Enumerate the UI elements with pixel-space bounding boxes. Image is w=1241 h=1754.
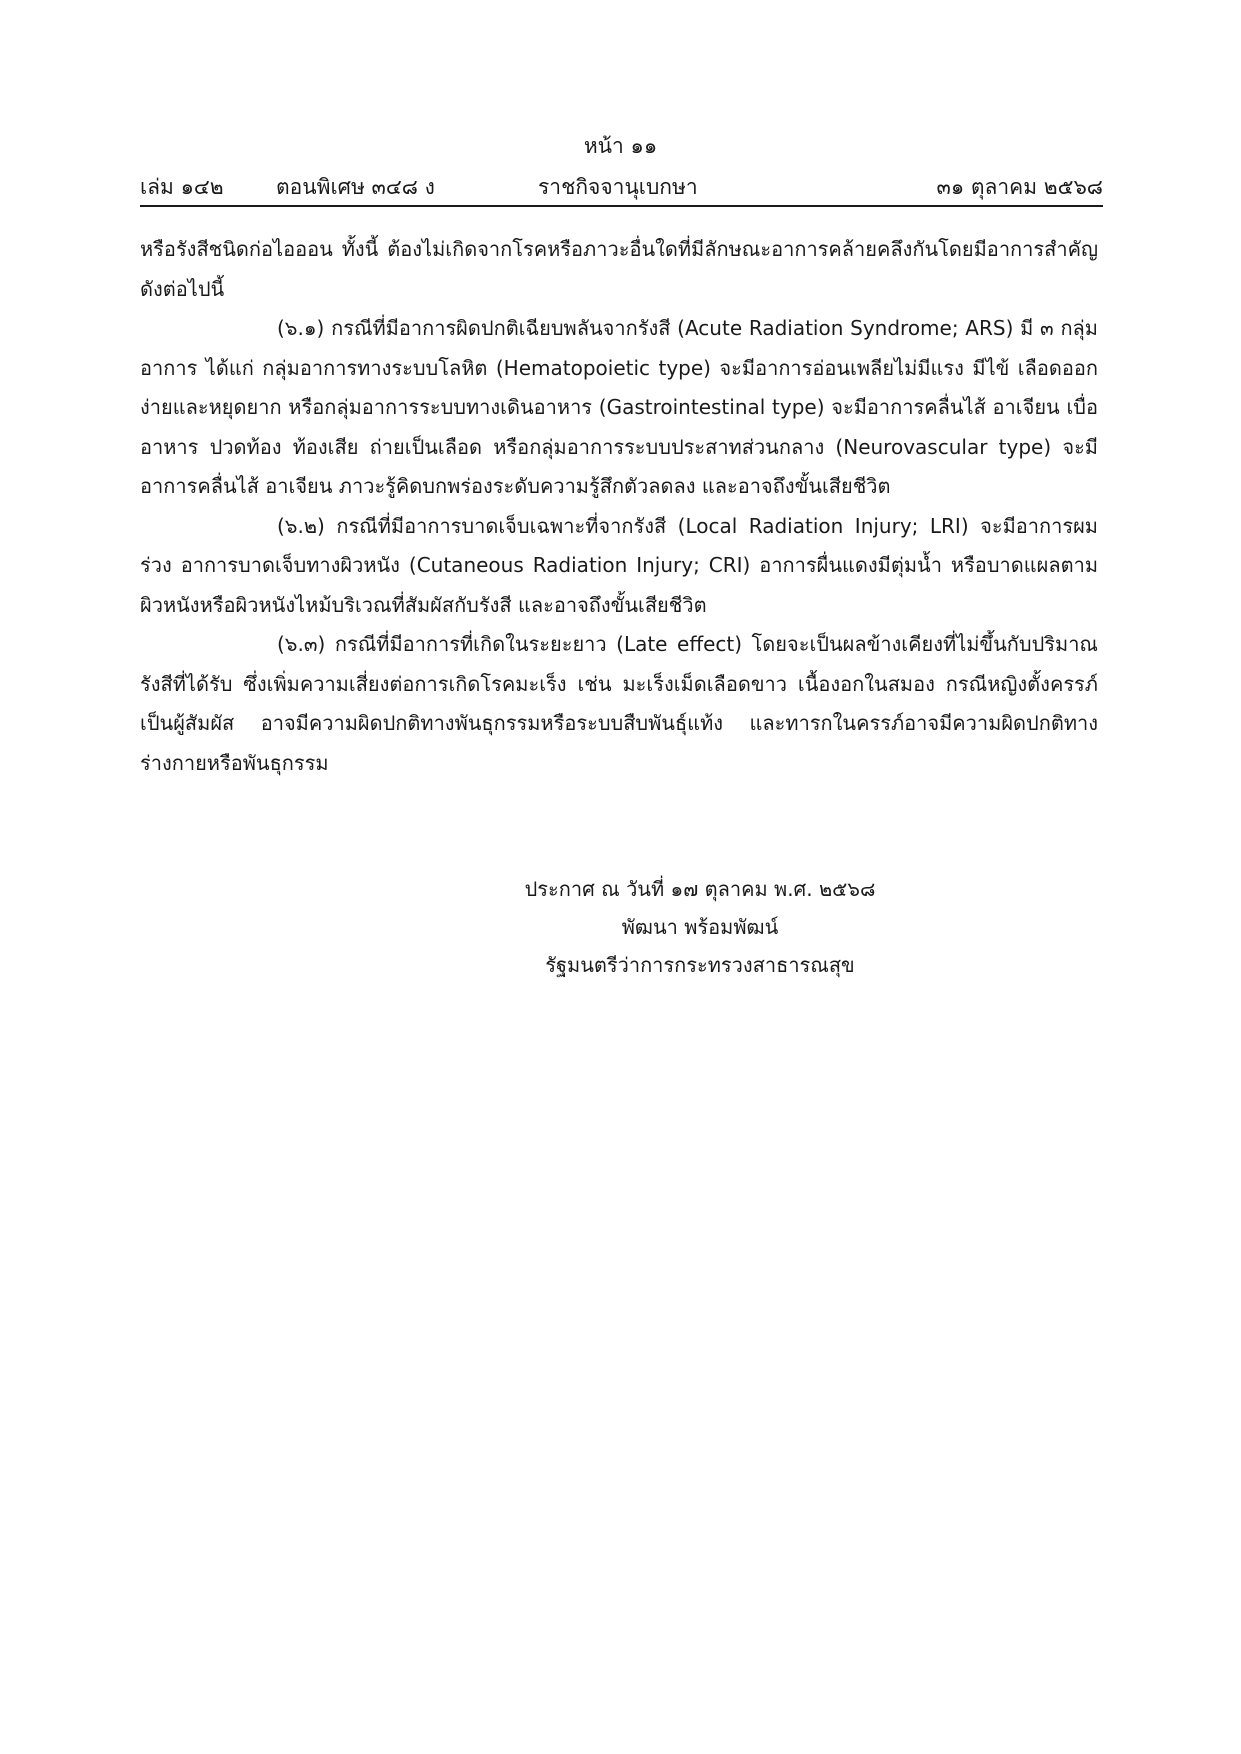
issue-number: ตอนพิเศษ ๓๔๘ ง [276, 175, 435, 199]
signatory-title: รัฐมนตรีว่าการกระทรวงสาธารณสุข [545, 953, 855, 977]
signatory-name: พัฒนา พร้อมพัฒน์ [621, 915, 779, 939]
paragraph-6-1: (๖.๑) กรณีที่มีอาการผิดปกติเฉียบพลันจากรังสี (Acute Radiation Syndrome; ARS) มี ๓ กลุ่มอาการ ได้แก่ กลุ่มอาการทางระบบโลหิต (Hematopoietic type) จะมีอาการอ่อนเพลียไม่มีแรง มีไข้ เลือดออกง่ายและหยุดยาก หรือกลุ่มอาการระบบทางเดินอาหาร (Gastrointestinal type) จะมีอาการคลื่นไส้ อาเจียน เบื่ออาหาร ปวดท้อง ท้องเสีย ถ่ายเป็นเลือด หรือกลุ่มอาการระบบประสาทส่วนกลาง (Neurovascular type) จะมีอาการคลื่นไส้ อาเจียน ภาวะรู้คิดบกพร่องระดับความรู้สึกตัวลดลง และอาจถึงขั้นเสียชีวิต [140, 316, 1098, 498]
intro-paragraph: หรือรังสีชนิดก่อไอออน ทั้งนี้ ต้องไม่เกิดจากโรคหรือภาวะอื่นใดที่มีลักษณะอาการคล้ายคลึงกันโดยมีอาการสำคัญ ดังต่อไปนี้ [140, 237, 1098, 301]
announcement-date: ประกาศ ณ วันที่ ๑๗ ตุลาคม พ.ศ. ๒๕๖๘ [524, 877, 876, 901]
gazette-name: ราชกิจจานุเบกษา [538, 175, 698, 199]
page-number: หน้า ๑๑ [583, 134, 658, 158]
publication-date: ๓๑ ตุลาคม ๒๕๖๘ [936, 175, 1103, 199]
document-body [140, 230, 1098, 783]
header-divider [140, 205, 1103, 207]
gazette-header [140, 171, 1103, 201]
signature-block [420, 870, 980, 984]
paragraph-6-2: (๖.๒) กรณีที่มีอาการบาดเจ็บเฉพาะที่จากรังสี (Local Radiation Injury; LRI) จะมีอาการผมร่วง อาการบาดเจ็บทางผิวหนัง (Cutaneous Radiation Injury; CRI) อาการผื่นแดงมีตุ่มน้ำ หรือบาดแผลตามผิวหนังหรือผิวหนังไหม้บริเวณที่สัมผัสกับรังสี และอาจถึงขั้นเสียชีวิต [140, 513, 1098, 617]
volume-number: เล่ม ๑๔๒ [140, 175, 224, 199]
paragraph-6-3: (๖.๓) กรณีที่มีอาการที่เกิดในระยะยาว (Late effect) โดยจะเป็นผลข้างเคียงที่ไม่ขึ้นกับปริมาณรังสีที่ได้รับ ซึ่งเพิ่มความเสี่ยงต่อการเกิดโรคมะเร็ง เช่น มะเร็งเม็ดเลือดขาว เนื้องอกในสมอง กรณีหญิงตั้งครรภ์เป็นผู้สัมผัส อาจมีความผิดปกติทางพันธุกรรมหรือระบบสืบพันธุ์แท้ง และทารกในครรภ์อาจมีความผิดปกติทางร่างกายหรือพันธุกรรม [140, 632, 1098, 775]
